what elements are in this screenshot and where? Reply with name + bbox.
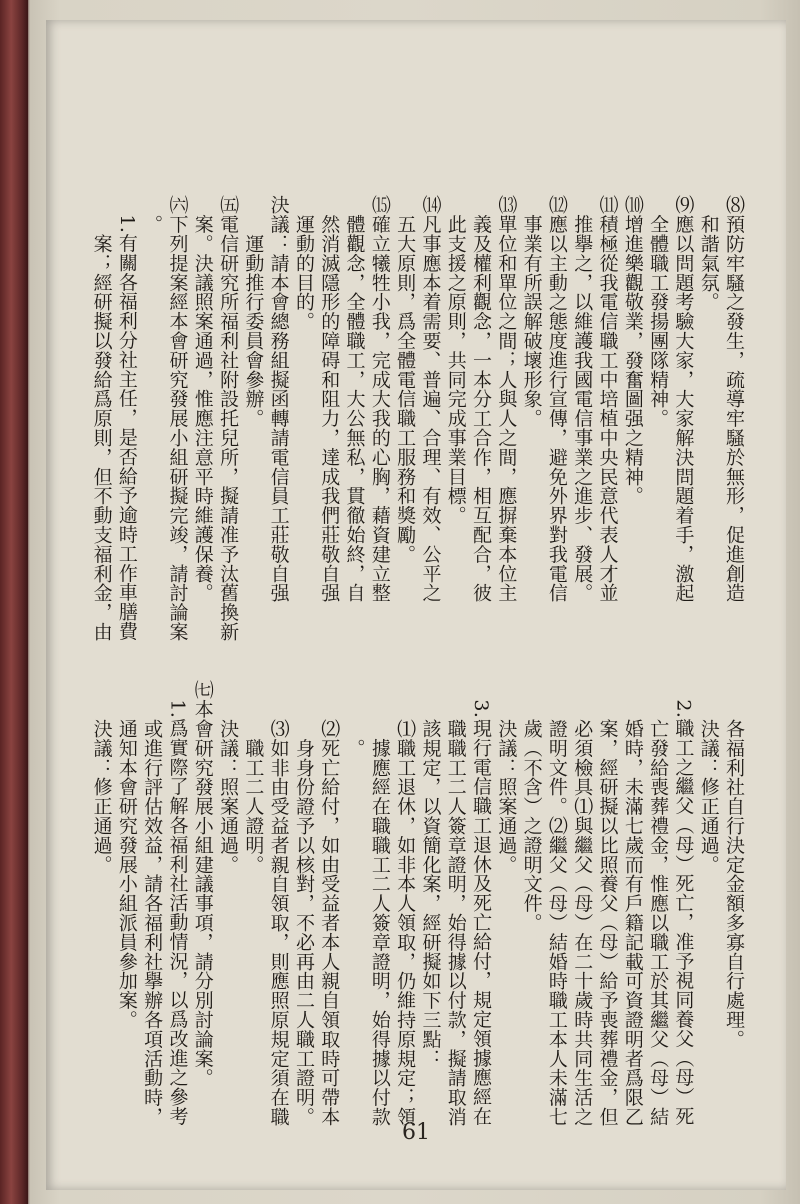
text-line: 或進行評估效益，請各福利社擧辦各項活動時， bbox=[141, 680, 164, 1127]
text-line: ⑶如非由受益者親自領取，則應照原規定須在職 bbox=[267, 680, 290, 1127]
text-line: 據應經在職職工二人簽章證明，始得據以付款 bbox=[368, 680, 391, 1127]
text-line: ⑼應以問題考驗大家，大家解決問題着手，激起 bbox=[672, 195, 695, 603]
text-line: ⒂確立犧牲小我，完成大我的心胸，藉資建立整 bbox=[368, 195, 391, 603]
text-line: ㈥下列提案經本會研究發展小組研擬完竣，請討論案 bbox=[166, 195, 189, 642]
text-line: ⑻預防牢騷之發生，疏導牢騷於無形，促進創造 bbox=[723, 195, 745, 603]
text-line: ㈤電信研究所福利社附設托兒所，擬請准予汰舊換新 bbox=[217, 195, 240, 642]
text-line: 各福利社自行決定金額多寡自行處理。 bbox=[723, 680, 745, 1049]
text-line: ㈦本會研究發展小組建議事項，請分別討論案。 bbox=[191, 680, 214, 1088]
text-line: 案，經研擬以比照養父（母）給予喪葬禮金，但 bbox=[596, 680, 619, 1127]
text-line: 身身份證予以核對，不必再由二人職工證明。 bbox=[292, 680, 315, 1127]
text-line: 通知本會研究發展小組派員參加案。 bbox=[115, 680, 138, 1030]
text-line: 婚時，未滿七歲而有戶籍記載可資證明者爲限乙 bbox=[621, 680, 644, 1127]
text-line: 然消滅隱形的障碍和阻力，達成我們莊敬自强 bbox=[318, 195, 341, 603]
text-line: 五大原則，爲全體電信職工服務和獎勵。 bbox=[394, 195, 417, 564]
text-line: 推擧之，以維護我國電信事業之進步、發展。 bbox=[571, 195, 594, 603]
text-line: 案；經研擬以發給爲原則，但不動支福利金，由 bbox=[90, 195, 113, 642]
text-line: 義及權利觀念，一本分工合作，相互配合，彼 bbox=[470, 195, 493, 603]
text-line: 3.現行電信職工退休及死亡給付，規定領據應經在 bbox=[470, 680, 493, 1126]
text-line: 此支援之原則，共同完成事業目標。 bbox=[444, 195, 467, 525]
text-line: 1.有關各福利分社主任，是否給予逾時工作車膳費 bbox=[115, 195, 138, 641]
text-line: 決議：請本會總務組擬函轉請電信員工莊敬自强 bbox=[267, 195, 290, 603]
text-line: 必須檢具⑴與繼父（母）在二十歲時共同生活之 bbox=[571, 680, 594, 1127]
text-line: ⑵死亡給付，如由受益者本人親自領取時可帶本 bbox=[318, 680, 341, 1127]
text-line: ⑿應以主動之態度進行宣傳，避免外界對我電信 bbox=[545, 195, 568, 603]
text-line: 決議：照案通過。 bbox=[217, 680, 240, 874]
text-line: 職職工二人簽章證明，始得據以付款，擬請取消 bbox=[444, 680, 467, 1127]
text-line: 決議：修正通過。 bbox=[90, 680, 113, 874]
page-number: 61 bbox=[402, 1120, 430, 1145]
text-line: 證明文件。⑵繼父（母）結婚時職工本人未滿七 bbox=[545, 680, 568, 1127]
text-line: 案。決議照案通過，惟應注意平時維護保養。 bbox=[191, 195, 214, 603]
text-line: 。 bbox=[343, 680, 366, 758]
text-line: 2.職工之繼父（母）死亡，准予視同養父（母）死 bbox=[672, 680, 695, 1126]
text-line: 職工二人證明。 bbox=[242, 680, 265, 874]
text-line: 運動推行委員會參辦。 bbox=[242, 195, 265, 428]
text-line: 事業有所誤解破壞形象。 bbox=[520, 195, 543, 428]
book-binding bbox=[0, 0, 28, 1204]
text-line: ⑽增進樂觀敬業，發奮圖强之精神。 bbox=[621, 195, 644, 506]
text-line: 1.爲實際了解各福利社活動情況，以爲改進之參考 bbox=[166, 680, 189, 1126]
text-line: 和諧氣氛。 bbox=[697, 195, 720, 312]
upper-text-block bbox=[88, 195, 746, 642]
text-line: 運動的目的。 bbox=[292, 195, 315, 331]
text-line: 全體職工發揚團隊精神。 bbox=[647, 195, 670, 428]
text-line: 亡發給喪葬禮金，惟應以職工於其繼父（母）結 bbox=[647, 680, 670, 1127]
text-line: ⑴職工退休，如非本人領取，仍維持原規定；領 bbox=[394, 680, 417, 1127]
text-line: ⑾積極從我電信職工中培植中央民意代表人才並 bbox=[596, 195, 619, 603]
text-line: 決議：照案通過。 bbox=[495, 680, 518, 874]
book-page bbox=[46, 20, 786, 1190]
lower-text-block bbox=[88, 680, 746, 1127]
text-line: 歲（不含）之證明文件。 bbox=[520, 680, 543, 933]
text-line: ⒁凡事應本着需要、普遍、合理、有效、公平之 bbox=[419, 195, 442, 603]
text-line: 決議：修正通過。 bbox=[697, 680, 720, 874]
text-line: 該規定，以資簡化案，經研擬如下三點： bbox=[419, 680, 442, 1068]
text-line: 體觀念，全體職工，大公無私，貫徹始終，自 bbox=[343, 195, 366, 603]
text-line: 。 bbox=[141, 195, 164, 234]
text-line: ⒀單位和單位之間；人與人之間，應摒棄本位主 bbox=[495, 195, 518, 603]
